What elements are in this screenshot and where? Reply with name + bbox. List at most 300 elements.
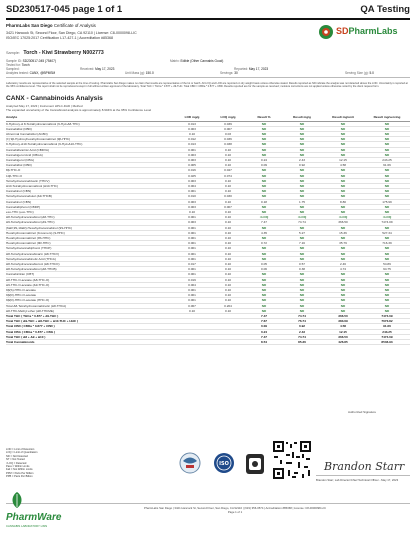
value-cell: ND (282, 152, 322, 157)
value-cell: 0.09 (246, 163, 282, 168)
value-cell: ND (322, 204, 364, 209)
legend-note: NT = Not Tested (6, 458, 25, 462)
certificate-title: Certificate of Analysis (53, 23, 96, 28)
value-cell: ND (282, 121, 322, 126)
value-cell: <LOQ (322, 215, 364, 220)
divider (6, 77, 410, 78)
value-cell: 0.001 (174, 189, 210, 194)
value-cell: 0.013 (174, 142, 210, 147)
value-cell: 0.003 (174, 220, 210, 225)
value-cell: 4.35 (246, 230, 282, 235)
analyte-cell: Δ8-THC-O-acetate (Δ8-THC-O) (6, 277, 174, 282)
analyte-cell: Cannabinol (CBN) (6, 199, 174, 204)
value-cell: 74.74 (282, 220, 322, 225)
value-cell: ND (282, 209, 322, 214)
unit-mass: Unit Mass (g): 150.0 (125, 71, 154, 75)
value-cell: 0.10 (174, 308, 210, 313)
pharmlabs-logo-text (336, 26, 398, 36)
analyte-cell: Δ10-Tetrahydrocannabinol (Δ10-THC) (6, 183, 174, 188)
value-cell: 0.10 (210, 157, 246, 162)
analyte-cell: Δ8-Tetrahydrocannabivarin (Δ8-THCV) (6, 251, 174, 256)
lab-address: 3421 Hancock St, Second Floor, San Diego, CA 92110 | License: C8-0000098-LIC (6, 31, 137, 35)
analyte-cell: Cannabigerol (CBG) (6, 157, 174, 162)
value-cell: ND (364, 303, 410, 308)
value-cell: 0.007 (210, 126, 246, 131)
analyte-cell: Abnormal Cannabidiol (AC8D) (6, 131, 174, 136)
value-cell: 0.007 (210, 204, 246, 209)
lab-name: PharmLabs San Diego (6, 23, 53, 28)
value-cell: ND (364, 308, 410, 313)
header-divider (6, 18, 410, 20)
value-cell: ND (246, 147, 282, 152)
serving-size: Serving Size (g): 5.0 (345, 71, 374, 75)
value-cell: ND (246, 298, 282, 303)
value-cell: 0.10 (210, 246, 246, 251)
legend-note: LOD = Limit of Detection (6, 448, 35, 451)
value-cell: 0.10 (210, 163, 246, 168)
analyte-cell: 9-Hydroxy-Δ 8-Tetrahydrocannabinol (9-Hyd-Δ8-THC) (6, 121, 174, 126)
table-body (6, 121, 410, 345)
value-cell: 8.80 (322, 199, 364, 204)
value-cell: ND (364, 189, 410, 194)
value-cell: ND (282, 142, 322, 147)
legend-note: LOQ = Limit of Quantitation (6, 451, 38, 455)
analyte-cell: (6aR,9S,10aR)-Hexahydrocannabinol (9S-HHC) (6, 225, 174, 230)
value-cell: ND (322, 131, 364, 136)
legend-notes (6, 448, 66, 479)
value-cell: ND (364, 147, 410, 152)
analyte-cell: Total THC ( THCa * 0.877 + d9-THC ) (6, 314, 174, 319)
analyte-cell: Δ9-Tetrahydrocannabinol (Δ9-THC) (6, 220, 174, 225)
value-cell: 0.004 (174, 282, 210, 287)
column-header: Result % (246, 113, 282, 121)
analyte-cell: 9β(R)-HHC-O-acetate (HHC-O) (6, 298, 174, 303)
value-cell: ND (246, 282, 282, 287)
analyte-cell: Total Δ8-Tetrahydrocannabinolic (Δ8-THCA) (6, 303, 174, 308)
value-cell: ND (246, 173, 282, 178)
value-cell: ND (322, 137, 364, 142)
value-cell: ND (322, 277, 364, 282)
lab-accreditation: ISO/IEC 17025:2017 Certification L17-427-1 | Accreditation #85368 (6, 36, 114, 40)
analyte-cell: Cannabidiphorol (CBDP) (6, 204, 174, 209)
value-cell: ND (246, 152, 282, 157)
value-cell: ND (322, 147, 364, 152)
value-cell: 0.10 (210, 241, 246, 246)
analyte-cell: Hexahydrocannabinol (9R-HHC) (6, 241, 174, 246)
legend-note: Pass = Within Limits (6, 465, 30, 469)
value-cell: 0.047 (210, 168, 246, 173)
value-cell: ND (364, 282, 410, 287)
value-cell: ND (364, 126, 410, 131)
column-header: Analyte (6, 113, 174, 121)
value-cell: 0.10 (210, 235, 246, 240)
document-id: SD230517-045 page 1 of 1 (6, 4, 123, 15)
value-cell: ND (246, 308, 282, 313)
analyte-cell: Total CBG ( CBGa * 0.877 + CBG ) (6, 329, 174, 334)
analyte-cell: Δ9-THC-O-acetate (Δ9-THC-O) (6, 282, 174, 287)
total-row (6, 340, 410, 345)
value-cell: 0.001 (174, 293, 210, 298)
value-cell: ND (282, 131, 322, 136)
value-cell: 366.50 (322, 334, 364, 339)
canx-title: CANX - Cannabinoids Analysis (6, 95, 103, 102)
value-cell: 0.003 (174, 157, 210, 162)
value-cell: ND (322, 168, 364, 173)
value-cell: ND (322, 251, 364, 256)
value-cell: ND (282, 246, 322, 251)
value-cell: 0.10 (210, 267, 246, 272)
value-cell: ND (246, 131, 282, 136)
value-cell: ND (282, 173, 322, 178)
value-cell: ND (322, 293, 364, 298)
value-cell: ND (364, 256, 410, 261)
value-cell: 0.204 (210, 303, 246, 308)
value-cell: ND (322, 225, 364, 230)
value-cell: ND (246, 194, 282, 199)
value-cell: ND (246, 121, 282, 126)
value-cell: ND (282, 277, 322, 282)
value-cell: ND (364, 288, 410, 293)
column-header: Result mg/g (282, 113, 322, 121)
value-cell: 0.10 (210, 225, 246, 230)
value-cell: ND (364, 235, 410, 240)
value-cell: ND (322, 152, 364, 157)
value-cell: 35.79 (322, 241, 364, 246)
value-cell: 0.10 (210, 251, 246, 256)
value-cell: 0.003 (174, 178, 210, 183)
uncertainty-note: The expanded uncertainty of the Cannabinoid analysis is approximately 8.904% at the 95% Confidence Level (6, 108, 152, 112)
footer-text (60, 506, 410, 514)
value-cell: ND (246, 204, 282, 209)
value-cell: ND (322, 246, 364, 251)
value-cell: 4.74 (322, 267, 364, 272)
value-cell: ND (322, 178, 364, 183)
value-cell: ND (246, 168, 282, 173)
value-cell: ND (322, 308, 364, 313)
value-cell: 0.10 (174, 209, 210, 214)
value-cell (174, 340, 210, 345)
analyte-cell: exo-THC (exo-THC) (6, 209, 174, 214)
value-cell: ND (246, 256, 282, 261)
value-cell: ND (282, 168, 322, 173)
value-cell: 12.15 (322, 157, 364, 162)
signer-info: Brandon Starr, Lab Director/Chief Technical Officer - May 17, 2023 (316, 478, 399, 482)
analyte-cell: Total Cannabinoids (6, 340, 174, 345)
value-cell: ND (364, 246, 410, 251)
value-cell: 0.001 (174, 298, 210, 303)
value-cell: 0.017 (174, 261, 210, 266)
value-cell: ND (282, 147, 322, 152)
value-cell: 0.025 (174, 173, 210, 178)
tested-for: Tested for: Torch (6, 63, 30, 67)
value-cell: 716.39 (364, 241, 410, 246)
value-cell: 175.99 (364, 199, 410, 204)
value-cell: 0.001 (174, 272, 210, 277)
analyte-cell: 9β(S)-HHC-O-acetate (6, 288, 174, 293)
value-cell: ND (322, 303, 364, 308)
analyte-cell: Tetrahydrocannabiphorol (THCP) (6, 246, 174, 251)
value-cell: 54.89 (364, 261, 410, 266)
value-cell: <LOQ (282, 215, 322, 220)
sample-label: Sample: (6, 51, 20, 55)
value-cell: ND (364, 142, 410, 147)
value-cell: ND (364, 137, 410, 142)
value-cell: ND (364, 131, 410, 136)
value-cell: 527.34 (364, 230, 410, 235)
analyte-cell: Cannabicitran (CBT) (6, 272, 174, 277)
value-cell: ND (282, 194, 322, 199)
qr-code-icon[interactable] (272, 440, 312, 480)
value-cell: 0.001 (174, 246, 210, 251)
legend-note: ND = Not Detected (6, 454, 28, 458)
value-cell: ND (282, 189, 322, 194)
footer-divider (6, 503, 410, 504)
analyte-cell: Tetrahydrocannabinolic Acid (THCA) (6, 256, 174, 261)
analyte-cell: Tetrahydrocannabutol (Δ9-THCB) (6, 194, 174, 199)
value-cell: 7673.82 (364, 319, 410, 324)
analyte-cell: Total THC ( Δ9-THC + Δ8-THC + Δ10-THC + HHC ) (6, 319, 174, 324)
analyte-cell: Δ8-Tetrahydrocannabinol (Δ8-THC) (6, 215, 174, 220)
legend-note: <LOQ = Detected (6, 461, 27, 465)
value-cell: 0.016 (174, 168, 210, 173)
value-cell: ND (364, 251, 410, 256)
pharmware-brand-name: PharmWare (6, 512, 62, 523)
value-cell: 0.10 (210, 152, 246, 157)
value-cell: ND (246, 303, 282, 308)
analyte-cell: Tetrahydrocannabivarin (THCV) (6, 178, 174, 183)
value-cell: ND (364, 194, 410, 199)
analyte-cell: 8β-THC-O (6, 168, 174, 173)
logo-main: SD (336, 26, 349, 36)
value-cell: 0.001 (174, 288, 210, 293)
value-cell: ND (246, 277, 282, 282)
value-cell: ND (364, 178, 410, 183)
value-cell: 8536.93 (364, 340, 410, 345)
value-cell: 0.10 (210, 272, 246, 277)
analyte-cell: Cannabinol (CBN) (6, 189, 174, 194)
value-cell: 0.92 (282, 324, 322, 329)
value-cell: 74.74 (282, 334, 322, 339)
pharmware-tagline: CANNABIS LABORATORY LIMS (6, 524, 48, 528)
value-cell: 0.10 (210, 147, 246, 152)
value-cell: 0.38 (282, 267, 322, 272)
sample-title (6, 50, 104, 56)
analyzed-info: Analyzed May 17, 2023 | Instrument HPLC-DAD | Method (6, 104, 83, 108)
logo-accent: PharmLabs (348, 26, 398, 36)
value-cell: ND (322, 272, 364, 277)
value-cell: 0.10 (210, 183, 246, 188)
value-cell: ND (282, 251, 322, 256)
value-cell: <LOQ (246, 215, 282, 220)
analyte-cell: Total THC ( Δ8 + Δ9 + Δ10 ) (6, 334, 174, 339)
signature-label: Authorized Signature (348, 410, 377, 414)
pharmware-leaf-icon (8, 491, 26, 509)
value-cell: ND (322, 256, 364, 261)
sample-id: Sample ID: SD230517-045 (75407) (6, 59, 56, 63)
value-cell: ND (322, 173, 364, 178)
received: Received: May 17, 2023 (80, 67, 115, 71)
value-cell: 0.001 (174, 256, 210, 261)
value-cell: 0.001 (174, 147, 210, 152)
value-cell: ND (364, 168, 410, 173)
value-cell: 0.10 (210, 189, 246, 194)
legend-note: Fail = Not Within Limits (6, 468, 33, 472)
value-cell: ND (322, 235, 364, 240)
value-cell: 4.58 (322, 324, 364, 329)
value-cell: 0.10 (174, 131, 210, 136)
analytes-tested: Analytes tested: CANX, @BPMSM (6, 71, 56, 75)
reported: Reported: May 17, 2023 (234, 67, 269, 71)
value-cell: 7474.09 (364, 314, 410, 319)
value-cell: 0.019 (174, 277, 210, 282)
column-header: Result mg/serving (364, 113, 410, 121)
analyte-cell: Δ8-Tetrahydrocannabiorcol (Δ8-THCO) (6, 261, 174, 266)
value-cell: 7.47 (246, 220, 282, 225)
column-header: Result mg/unit (322, 113, 364, 121)
value-cell: 0.003 (174, 126, 210, 131)
value-cell: 0.06 (246, 267, 282, 272)
value-cell: ND (322, 142, 364, 147)
value-cell: 7474.09 (364, 220, 410, 225)
value-cell: ND (282, 204, 322, 209)
analyte-cell: 9β(R)-HHC-O-acetate (6, 293, 174, 298)
matrix: Matrix: Edible (Other Cannabis Good) (170, 59, 224, 63)
value-cell: 243.25 (364, 157, 410, 162)
servings: Servings: 30 (220, 71, 238, 75)
value-cell: 243.25 (364, 329, 410, 334)
value-cell: 7.16 (282, 241, 322, 246)
analyte-cell: Cannabigerol Acid (CBGA) (6, 152, 174, 157)
value-cell: 0.24 (246, 329, 282, 334)
value-cell: 0.003 (174, 199, 210, 204)
value-cell: 0.003 (174, 152, 210, 157)
value-cell: 0.030 (210, 194, 246, 199)
value-cell: ND (282, 225, 322, 230)
value-cell: 0.05 (246, 261, 282, 266)
value-cell: 0.18 (246, 199, 282, 204)
value-cell: ND (282, 183, 322, 188)
value-cell: 0.001 (174, 235, 210, 240)
value-cell: ND (282, 303, 322, 308)
value-cell: 0.038 (210, 142, 246, 147)
value-cell: 0.067 (174, 303, 210, 308)
value-cell: ND (282, 288, 322, 293)
value-cell: 0.10 (210, 308, 246, 313)
analyte-cell: Hexahydrocannabinol (9S-HHC) (6, 235, 174, 240)
value-cell: ND (246, 142, 282, 147)
value-cell: 0.001 (174, 215, 210, 220)
footer-line2: Page 1 of 1 (227, 510, 243, 514)
value-cell: ND (282, 178, 322, 183)
value-cell: 0.001 (174, 251, 210, 256)
value-cell: 0.036 (210, 137, 246, 142)
value-cell: 0.013 (174, 121, 210, 126)
value-cell: ND (246, 246, 282, 251)
value-cell: 0.074 (210, 173, 246, 178)
value-cell: 0.10 (210, 215, 246, 220)
value-cell: ND (282, 272, 322, 277)
value-cell: 0.012 (174, 137, 210, 142)
value-cell: 0.10 (210, 230, 246, 235)
value-cell: 2.43 (282, 157, 322, 162)
value-cell: 74.74 (282, 314, 322, 319)
value-cell: 0.010 (174, 194, 210, 199)
value-cell: ND (364, 204, 410, 209)
signature-line (316, 475, 410, 476)
value-cell: ND (282, 293, 322, 298)
value-cell: ND (282, 298, 322, 303)
value-cell: ND (282, 126, 322, 131)
value-cell: 383.69 (322, 319, 364, 324)
value-cell: 12.15 (322, 329, 364, 334)
column-header: LOD mg/g (174, 113, 210, 121)
legend-note: PPM = Parts Per Million (6, 471, 34, 475)
value-cell: ND (364, 225, 410, 230)
value-cell: ND (364, 293, 410, 298)
value-cell: ND (246, 293, 282, 298)
value-cell: ND (322, 282, 364, 287)
value-cell: 0.10 (210, 288, 246, 293)
value-cell: ND (322, 298, 364, 303)
value-cell: 85.36 (282, 340, 322, 345)
value-cell: <LOQ (364, 215, 410, 220)
value-cell: ND (282, 235, 322, 240)
value-cell: 0.001 (174, 267, 210, 272)
value-cell: 15.36 (322, 230, 364, 235)
value-cell: 7.47 (246, 334, 282, 339)
analyte-cell: Hexahydrocannabinol (9-isomers) (9-HHC) (6, 230, 174, 235)
value-cell: 0.57 (282, 261, 322, 266)
value-cell: ND (322, 121, 364, 126)
svg-text:ISO: ISO (219, 461, 229, 467)
value-cell: ND (322, 189, 364, 194)
value-cell: 0.001 (174, 230, 210, 235)
value-cell: ND (246, 225, 282, 230)
value-cell: 0.92 (282, 163, 322, 168)
value-cell: ND (246, 288, 282, 293)
certification-badge-icon (244, 452, 266, 478)
value-cell: ND (364, 121, 410, 126)
value-cell (210, 340, 246, 345)
value-cell: 0.10 (210, 220, 246, 225)
value-cell: ND (246, 272, 282, 277)
value-cell: ND (246, 235, 282, 240)
column-header: LOQ mg/g (210, 113, 246, 121)
pjla-seal-icon (178, 452, 202, 478)
value-cell: 0.24 (246, 157, 282, 162)
value-cell: 366.50 (322, 314, 364, 319)
value-cell: ND (246, 209, 282, 214)
value-cell: ND (246, 137, 282, 142)
value-cell: ND (364, 152, 410, 157)
signature-script: Brandon Starr (324, 460, 405, 473)
value-cell: 7.47 (246, 314, 282, 319)
value-cell: ND (364, 173, 410, 178)
value-cell: 91.66 (364, 163, 410, 168)
value-cell: 0.10 (210, 178, 246, 183)
value-cell: ND (246, 189, 282, 194)
pharmlabs-logo-icon (318, 24, 334, 40)
lab-title (6, 23, 96, 28)
value-cell: 4.58 (322, 163, 364, 168)
value-cell: 8.54 (246, 340, 282, 345)
value-cell: 76.74 (282, 319, 322, 324)
value-cell: ND (322, 183, 364, 188)
value-cell: ND (246, 251, 282, 256)
value-cell: ND (364, 272, 410, 277)
value-cell: 0.10 (210, 293, 246, 298)
cannabinoids-table (6, 113, 410, 345)
